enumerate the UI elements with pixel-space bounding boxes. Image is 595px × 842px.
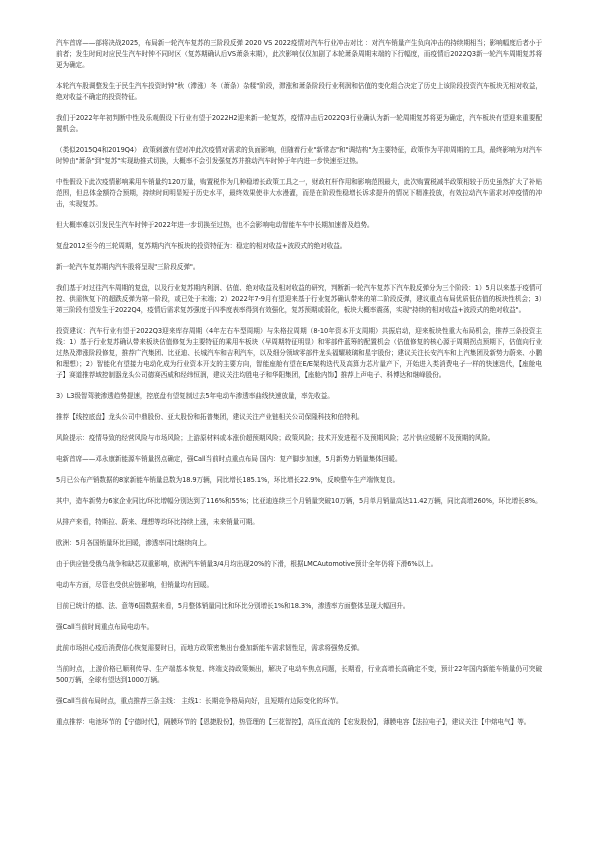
paragraph-15: 5月已公布产销数据的8家新能车销量总数为18.9万辆，同比增长185.1%，环比增长22.9%，反映整车生产端恢复良。 bbox=[56, 476, 400, 484]
paragraph-8: 新一轮汽车复苏期内汽车股将呈现"三阶段反弹"。 bbox=[56, 263, 200, 271]
paragraph-7: 复盘2012至今的三轮周期，复苏期内汽车板块的投资特征为：稳定的相对收益+波段式的绝对收益。 bbox=[56, 242, 347, 250]
paragraph-2: 本轮汽车股调整发生于民生汽车投资时钟"秋（滞涨）冬（萧条）杂糅"阶段，滞涨和萧条阶段行业利润和估值的变化组合决定了历史上该阶段投资汽车板块无相对收益，绝对收益不确定的投资特征。 bbox=[56, 82, 542, 101]
paragraph-25: 强Call当前布局时点，重点推荐三条主线： 主线1：长期竞争格局向好，且短期有边际变化的环节。 bbox=[56, 697, 343, 705]
paragraph-24: 当前时点，上游价格已顺利传导、生产端基本恢复、终端支持政策频出，解决了电动车焦点问题，长期看，行业高增长高确定不变，预计22年国内新能车销量仍可突破500万辆，全球有望达到1000万辆。 bbox=[56, 665, 542, 684]
paragraph-17: 从排产来看，特斯拉、蔚来、理想等均环比持续上涨，未来销量可期。 bbox=[56, 518, 259, 526]
paragraph-11: 3）L3级智驾驶渗透趋势提速，控底盘有望复制过去5年电动车渗透率曲线快速放量，率先收益。 bbox=[56, 392, 334, 400]
paragraph-1: 汽车首席——部将决战2025，布局新一轮汽车复苏的三阶段反弹 2020 VS 2022疫情对汽车行业冲击对比 ：对汽车销量产生负向冲击的持续期相当；影响幅度后者小于前者；发生时间对应民生汽车时钟不同时区（复苏期确认后VS萧条末期），此次影响仅仅加剧了本轮萧条周期末端的下行幅度，而疫情后2022Q3新一轮汽车周期复苏将更为确定。 bbox=[56, 39, 542, 69]
paragraph-6: 但大概率难以引发民生汽车时钟于2022年进一步切换至过热，也不会影响电动智能车车中长期加速普及趋势。 bbox=[56, 221, 374, 229]
paragraph-22: 强Call当前时间重点布局电动车。 bbox=[56, 623, 154, 631]
paragraph-3: 我们于2022年年初判断中性及乐观假设下行业有望于2022H2迎来新一轮复苏，疫情冲击后2022Q3行业确认为新一轮周期复苏将更为确定，汽车板块有望迎来重要配置机会。 bbox=[56, 114, 542, 133]
document-body bbox=[56, 38, 542, 738]
paragraph-13: 风险提示：疫情导致的经营风险与市场风险；上游原材料或本涨价超预期风险；政策风险；技术开发进程不及预期风险；芯片供应缓解不及预期的风险。 bbox=[56, 434, 495, 442]
paragraph-19: 由于供应链受俄乌战争和缺芯双重影响，欧洲汽车销量3/4月均出现20%的下滑，根据LMCAutomotive预计全年仍将下滑6%以上。 bbox=[56, 560, 438, 568]
paragraph-18: 欧洲：5月各国销量环比回暖，渗透率同比继续向上。 bbox=[56, 539, 211, 547]
paragraph-12: 推荐【线控底盘】龙头公司中鼎股份、亚太股份和拓普集团，建议关注产业链相关公司保隆科技和伯特利。 bbox=[56, 413, 364, 421]
paragraph-14: 电新首席——邓永康新能源车销量拐点确定，强Call当前时点重点布局 国内：复产脚步加速，5月新势力销量集体回暖。 bbox=[56, 455, 402, 463]
paragraph-26: 重点推荐：电池环节的【宁德时代】，隔膜环节的【恩捷股份】，热管理的【三花智控】，高压直流的【宏发股份】，薄膜电容【法拉电子】，建议关注【中熔电气】等。 bbox=[56, 718, 531, 726]
paragraph-23: 此前市场担心疫后消费信心恢复需要时日，而地方政策密集出台叠加新能车需求韧性足，需求将强势反弹。 bbox=[56, 644, 364, 652]
paragraph-16: 其中，造车新势力6家企业同比/环比增幅分别达到了116%和55%；比亚迪连续三个月销量突破10万辆，5月单月销量高达11.42万辆，同比高增260%，环比增长8%。 bbox=[56, 497, 542, 505]
paragraph-4: （类似2015Q4和2019Q4） 政策刺激有望对冲此次疫情对需求的负面影响，但随着行业"新常态"和"调结构"为主要特征，政策作为平抑周期的工具，最终影响为对汽车时钟由"萧条"到"复苏"实现助推式切换，大概率不会引发强复苏并推动汽车时钟于年内进一步快速至过热。 bbox=[56, 146, 542, 165]
paragraph-5: 中性假设下此次疫情影响乘用车销量约120万量，购置税作为几种稳增长政策工具之一，财政杠杆作用和影响范围最大，此次购置税减半政策相较于历史虽然扩大了补贴范围，但总体金额符合预期，持续时间明显短于历史水平，最终效果使非大水漫灌，而是在阶段性稳增长诉求提升的情况下精准投放，有效拉动汽车需求对冲疫情的冲击，实现复苏。 bbox=[56, 178, 542, 208]
paragraph-10: 投资建议：汽车行业有望于2022Q3迎来库存周期（4年左右车型周期）与朱格拉周期（8-10年资本开支周期）共振启动，迎来板块性重大布局机会，推荐三条投资主线：1）基于行业复苏确认带来板块估值修复为主要特征的乘用车板块（早周期特征明显）和零部件蓝筹的配置机会（估值修复的核心源于周期拐点预期下，估值向行业过热及滞涨阶段修复，推荐广汽集团、比亚迪、长城汽车和吉利汽车，以及细分领域零部件龙头福耀玻璃和星宇股份；建议关注长安汽车和上汽集团及新势力蔚来、小鹏和理想）；2）智能化有望接力电动化成为行业资本开支的主要方向，智能座舱有望在E/E架构迭代及高算力芯片量产下，开始进入类消费电子一样的快速迭代，【座舱电子】赛道推荐域控制器龙头公司德赛西威和经纬恒润，建议关注均胜电子和华阳集团，【座舱内饰】推荐上声电子、科博达和继峰股份。 bbox=[56, 327, 542, 379]
paragraph-20: 电动车方面，尽管也受供应链影响，但销量均有回暖。 bbox=[56, 581, 214, 589]
paragraph-21: 目前已统计的德、法、意等6国数据来看，5月整体销量同比和环比分别增长1%和18.3%，渗透率方面整体呈现大幅回升。 bbox=[56, 602, 410, 610]
paragraph-9: 我们基于对过往汽车周期的复盘，以及行业复苏期内利润、估值、绝对收益及相对收益的研究，判断新一轮汽车复苏下汽车股反弹分为三个阶段：1）5月以来基于疫情可控、供需恢复下的超跌反弹为第一阶段，或已处于末端；2）2022年7-9月有望迎来基于行业复苏确认带来的第二阶段反弹，建议重点布局优质低估值的板块性机会；3）第三阶段有望发生于2022Q4，疫情后需求复苏强度于四季度表率得到有效强化，复苏预期或弱化，板块大概率震荡，实现"持续的相对收益+波段式的绝对收益"。 bbox=[56, 284, 542, 314]
